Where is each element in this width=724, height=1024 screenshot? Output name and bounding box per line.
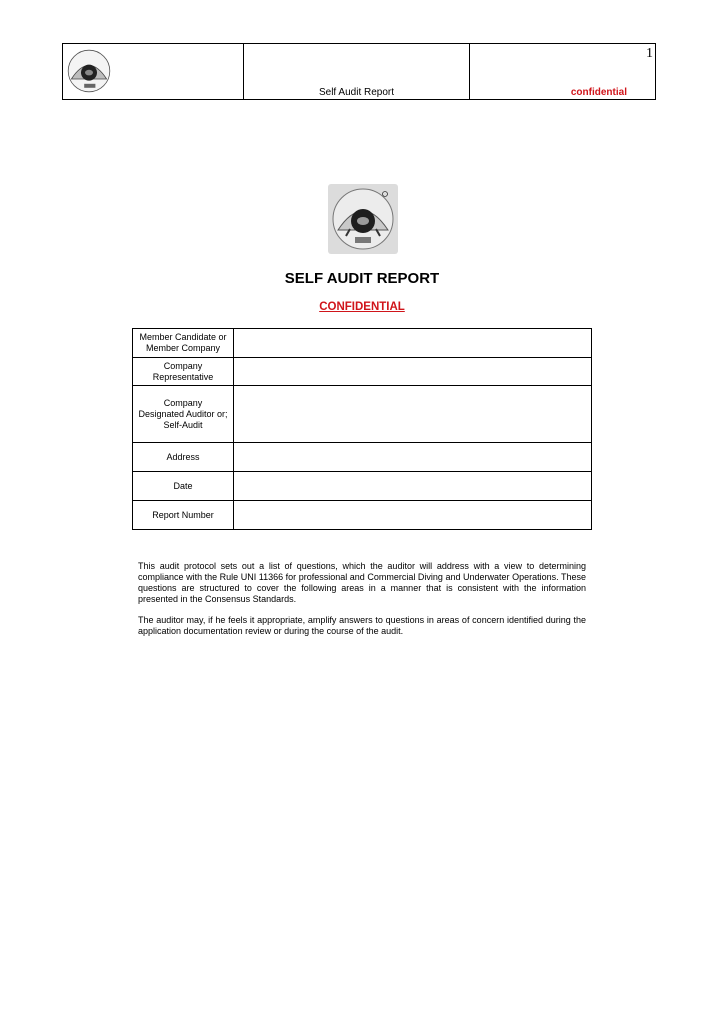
member-company-field[interactable] (234, 329, 592, 358)
header-right-cell (470, 44, 655, 99)
page-header (62, 43, 656, 100)
association-logo-icon (65, 47, 113, 95)
document-classification: CONFIDENTIAL (319, 301, 405, 313)
table-row (133, 443, 592, 472)
company-representative-field[interactable] (234, 358, 592, 386)
address-label: Address (133, 443, 234, 472)
table-row (133, 386, 592, 443)
page-number: 1 (646, 46, 653, 61)
table-row (133, 472, 592, 501)
auditor-discretion-paragraph: The auditor may, if he feels it appropriate, amplify answers to questions in areas of concern identified during the application documentation review or during the course of the audit. (138, 615, 586, 636)
address-field[interactable] (234, 443, 592, 472)
table-row (133, 501, 592, 530)
table-row (133, 329, 592, 358)
header-confidential-label: confidential (570, 87, 627, 98)
member-company-label: Member Candidate or Member Company (133, 329, 234, 358)
document-title: SELF AUDIT REPORT (284, 270, 440, 287)
report-number-label: Report Number (133, 501, 234, 530)
company-representative-label: Company Representative (133, 358, 234, 386)
header-title: Self Audit Report (318, 87, 395, 98)
designated-auditor-label: Company Designated Auditor or; Self-Audit (133, 386, 234, 443)
audit-details-table (132, 328, 592, 530)
date-field[interactable] (234, 472, 592, 501)
audit-protocol-paragraph: This audit protocol sets out a list of questions, which the auditor will address with a view to determining compliance with the Rule UNI 11366 for professional and Commercial Diving and Underwater Operations. These questions are structured to cover the following areas in a manner that is consistent with the information presented in the Consensus Standards. (138, 561, 586, 604)
report-number-field[interactable] (234, 501, 592, 530)
date-label: Date (133, 472, 234, 501)
designated-auditor-field[interactable] (234, 386, 592, 443)
header-logo-cell (63, 44, 244, 99)
table-row (133, 358, 592, 386)
main-logo (328, 184, 398, 254)
header-title-cell (244, 44, 470, 99)
association-seal-icon (328, 184, 398, 254)
